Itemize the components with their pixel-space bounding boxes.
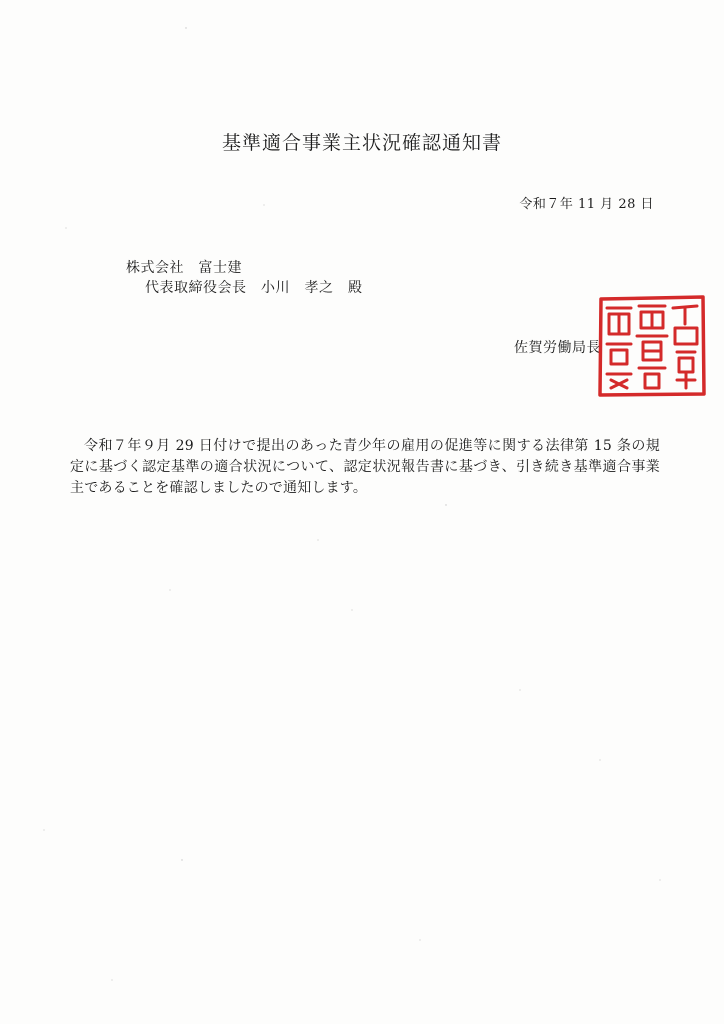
sender-name: 佐賀労働局長 xyxy=(514,340,601,356)
recipient-company: 株式会社 富士建 xyxy=(126,260,242,276)
issue-date: 令和７年 11 月 28 日 xyxy=(519,197,654,212)
official-seal-stamp xyxy=(597,294,707,398)
recipient-person: 代表取締役会長 小川 孝之 殿 xyxy=(145,280,363,296)
notice-body: 令和７年９月 29 日付けで提出のあった青少年の雇用の促進等に関する法律第 15 条の規定に基づく認定基準の適合状況について、認定状況報告書に基づき、引き続き基準適合事業主であることを確認しましたので通知します。 xyxy=(70,438,660,496)
document-title: 基準適合事業主状況確認通知書 xyxy=(221,132,502,154)
